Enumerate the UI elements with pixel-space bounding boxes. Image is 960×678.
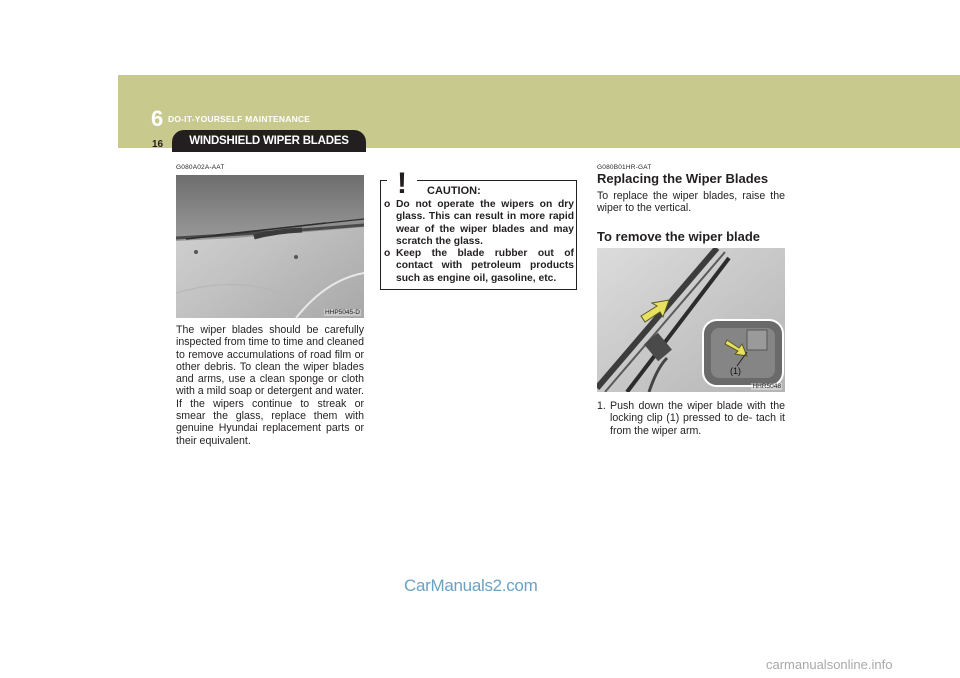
left-body-paragraph: The wiper blades should be carefully inspected from time to time and cleaned to remove accumulations of road film or other debris. To clean the wiper blades and arms, use a clean sponge or cloth with a mild soap or detergent and water. If the wipers continue to streak or smear the glass, replace them with genuine Hyundai replacement parts or their equivalent. bbox=[176, 324, 364, 447]
caution-list bbox=[384, 199, 574, 285]
warning-exclamation-icon bbox=[385, 164, 421, 198]
clip-callout-label: (1) bbox=[730, 366, 741, 376]
left-section-code: G080A02A-AAT bbox=[176, 164, 225, 171]
right-photo-caption: HHR5048 bbox=[752, 383, 781, 390]
chapter-number: 6 bbox=[151, 106, 164, 131]
hood-wiper-photo bbox=[176, 175, 364, 318]
caution-bullet: o bbox=[384, 248, 391, 260]
step-item bbox=[597, 400, 785, 437]
caution-title: CAUTION: bbox=[427, 185, 481, 197]
wiper-clip-illustration bbox=[597, 248, 785, 392]
svg-text:!: ! bbox=[397, 167, 407, 198]
step-text: Push down the wiper blade with the locking clip (1) pressed to de- tach it from the wiper arm. bbox=[610, 400, 785, 437]
section-title: WINDSHIELD WIPER BLADES bbox=[189, 134, 349, 147]
replacing-intro: To replace the wiper blades, raise the wiper to the vertical. bbox=[597, 190, 785, 215]
caution-item bbox=[384, 248, 574, 285]
page-number: 16 bbox=[152, 139, 164, 150]
chapter-title: DO-IT-YOURSELF MAINTENANCE bbox=[168, 114, 311, 124]
footer-watermark: carmanualsonline.info bbox=[766, 657, 893, 672]
section-divider bbox=[172, 150, 366, 152]
wiper-clip-photo bbox=[597, 248, 785, 392]
right-section-code: G080B01HR-GAT bbox=[597, 164, 652, 171]
carmanuals-watermark[interactable]: CarManuals2.com bbox=[404, 576, 538, 595]
remove-blade-heading: To remove the wiper blade bbox=[597, 229, 761, 244]
hood-wiper-illustration bbox=[176, 175, 364, 318]
caution-bullet: o bbox=[384, 199, 391, 210]
step-number: 1. bbox=[597, 400, 606, 412]
caution-item-text: Keep the blade rubber out of contact with petroleum products such as engine oil, gasoline, etc. bbox=[396, 248, 574, 284]
section-title-tab bbox=[172, 130, 366, 151]
caution-item bbox=[384, 199, 574, 248]
caution-item-text: Do not operate the wipers on dry glass. This can result in more rapid wear of the wiper blades and may scratch the glass. bbox=[396, 199, 574, 247]
left-photo-caption: HHP5045-D bbox=[324, 309, 360, 316]
replacing-heading: Replacing the Wiper Blades bbox=[597, 171, 769, 186]
